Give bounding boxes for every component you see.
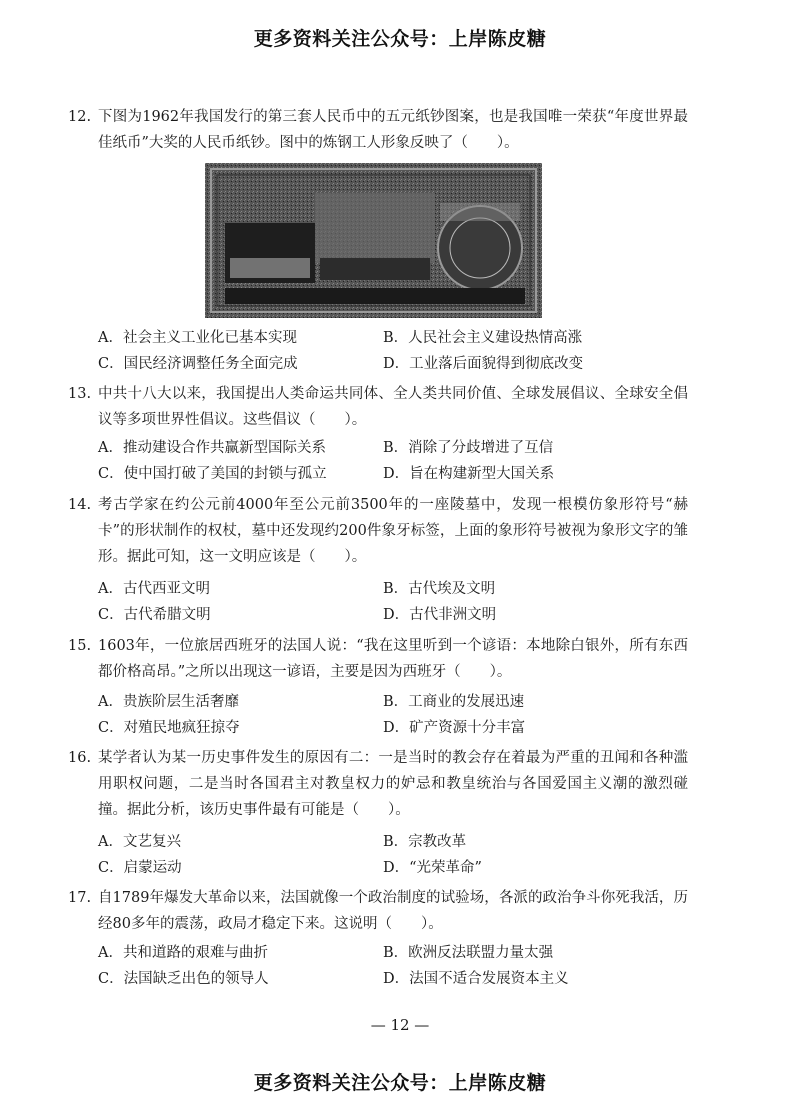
option-b: B．欧洲反法联盟力量太强 [383, 945, 554, 961]
options-12 [98, 325, 698, 377]
options-13 [98, 435, 698, 487]
question-number: 16. [68, 750, 92, 766]
question-12 [68, 104, 688, 156]
question-stem: 自1789年爆发大革命以来，法国就像一个政治制度的试验场，各派的政治争斗你死我活，历经80多年的震荡，政局才稳定下来。这说明（ ）。 [98, 890, 688, 932]
option-d: D．古代非洲文明 [383, 607, 497, 623]
option-c: C．启蒙运动 [98, 860, 182, 876]
options-17 [98, 940, 698, 992]
option-d: D．法国不适合发展资本主义 [383, 971, 569, 987]
option-d: D．矿产资源十分丰富 [383, 720, 526, 736]
option-b: B．消除了分歧增进了互信 [383, 440, 554, 456]
option-a: A．社会主义工业化已基本实现 [98, 330, 297, 346]
question-15 [68, 633, 688, 685]
header-banner: 更多资料关注公众号：上岸陈皮糖 [253, 28, 547, 50]
question-stem: 考古学家在约公元前4000年至公元前3500年的一座陵墓中，发现一根模仿象形符号“赫卡”的形状制作的权杖，墓中还发现约200件象牙标签，上面的象形符号被视为象形文字的雏形。据此可知，这一文明应该是（ ）。 [98, 497, 688, 565]
question-number: 15. [68, 638, 92, 654]
option-c: C．国民经济调整任务全面完成 [98, 356, 298, 372]
option-d: D．旨在构建新型大国关系 [383, 466, 555, 482]
option-d: D．工业落后面貌得到彻底改变 [383, 356, 584, 372]
options-14 [98, 576, 698, 628]
page-number: — 12 — [370, 1016, 430, 1034]
option-c: C．法国缺乏出色的领导人 [98, 971, 269, 987]
option-a: A．文艺复兴 [98, 834, 181, 850]
question-number: 14. [68, 497, 92, 513]
question-14 [68, 492, 688, 570]
option-c: C．对殖民地疯狂掠夺 [98, 720, 240, 736]
option-a: A．贵族阶层生活奢靡 [98, 694, 239, 710]
question-stem: 1603年，一位旅居西班牙的法国人说：“我在这里听到一个谚语：本地除白银外，所有东西都价格高昂。”之所以出现这一谚语，主要是因为西班牙（ ）。 [98, 638, 688, 680]
banknote-image [205, 163, 542, 318]
question-number: 17. [68, 890, 92, 906]
question-number: 12. [68, 109, 92, 125]
question-stem: 某学者认为某一历史事件发生的原因有二：一是当时的教会存在着最为严重的丑闻和各种滥用职权问题，二是当时各国君主对教皇权力的妒忌和教皇统治与各国爱国主义潮的激烈碰撞。据此分析，该历史事件最有可能是（ ）。 [98, 750, 688, 818]
option-a: A．古代西亚文明 [98, 581, 210, 597]
option-c: C．使中国打破了美国的封锁与孤立 [98, 466, 327, 482]
options-16 [98, 829, 698, 881]
footer-banner: 更多资料关注公众号：上岸陈皮糖 [253, 1072, 547, 1094]
option-d: D．“光荣革命” [383, 860, 482, 876]
option-b: B．人民社会主义建设热情高涨 [383, 330, 583, 346]
options-15 [98, 689, 698, 741]
question-stem: 下图为1962年我国发行的第三套人民币中的五元纸钞图案，也是我国唯一荣获“年度世界最佳纸币”大奖的人民币纸钞。图中的炼钢工人形象反映了（ ）。 [98, 109, 688, 151]
question-13 [68, 381, 688, 433]
question-stem: 中共十八大以来，我国提出人类命运共同体、全人类共同价值、全球发展倡议、全球安全倡议等多项世界性倡议。这些倡议（ ）。 [98, 386, 688, 428]
option-c: C．古代希腊文明 [98, 607, 211, 623]
option-a: A．推动建设合作共赢新型国际关系 [98, 440, 326, 456]
option-a: A．共和道路的艰难与曲折 [98, 945, 268, 961]
question-number: 13. [68, 386, 92, 402]
question-16 [68, 745, 688, 823]
option-b: B．工商业的发展迅速 [383, 694, 525, 710]
option-b: B．宗教改革 [383, 834, 467, 850]
option-b: B．古代埃及文明 [383, 581, 496, 597]
question-17 [68, 885, 688, 937]
